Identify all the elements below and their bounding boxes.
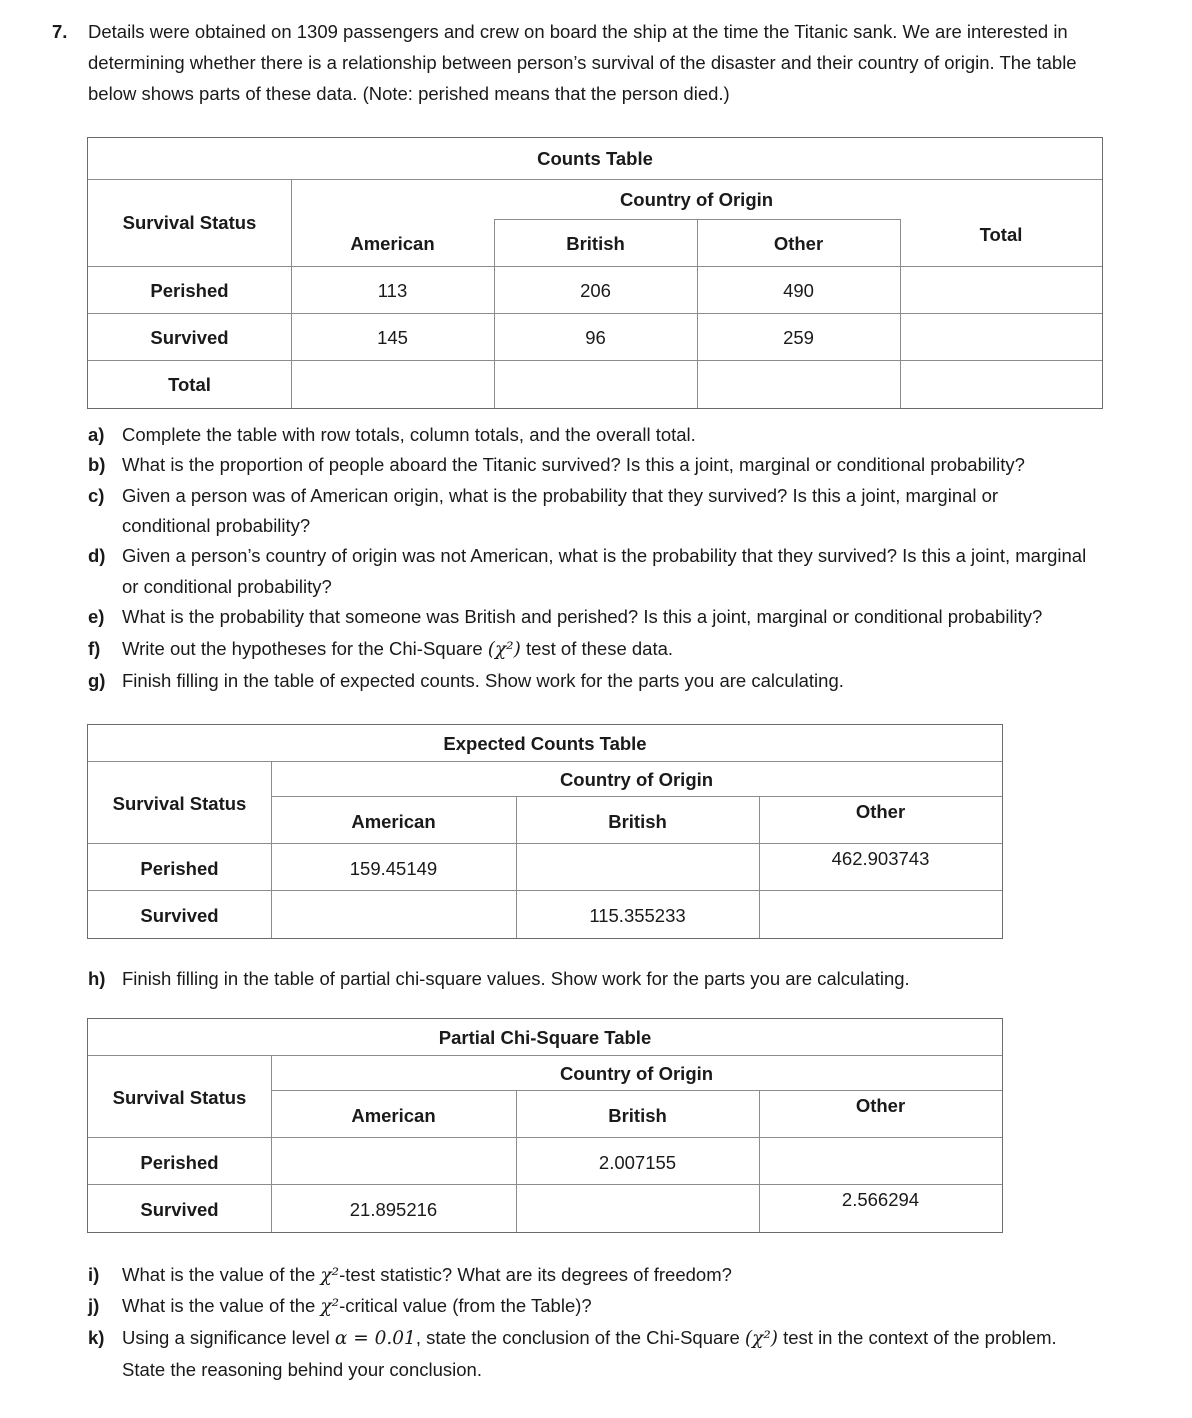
part-f-text: Write out the hypotheses for the Chi-Square (χ²) test of these data. [122,638,674,660]
expected-counts-table [87,724,1003,939]
partial-table-title: Partial Chi-Square Table [438,1027,652,1048]
counts-cell: 96 [585,327,606,348]
partial-col-british: British [608,1105,667,1126]
expected-cell: 462.903743 [831,848,930,869]
part-e-text: What is the probability that someone was British and perished? Is this a joint, marginal or conditional probability? [122,606,1043,627]
counts-col-british: British [566,233,625,254]
part-b-label: b) [88,454,106,475]
partial-col-other: Other [855,1095,906,1116]
partial-chi-square-table [87,1018,1003,1233]
part-d-text-1: Given a person’s country of origin was not American, what is the probability that they survived? Is this a joint, marginal [122,545,1087,566]
expected-col-other: Other [855,801,906,822]
counts-row-survived: Survived [150,327,229,348]
part-c-label: c) [88,485,105,506]
partial-row-perished: Perished [140,1152,219,1173]
counts-table [87,137,1103,409]
part-c-text-2: conditional probability? [122,515,311,536]
expected-col-british: British [608,811,667,832]
part-i-text: What is the value of the χ²-test statistic? What are its degrees of freedom? [122,1264,732,1286]
part-d-label: d) [88,545,106,566]
chi-square-symbol: (χ²) [744,1328,778,1349]
expected-cell: 159.45149 [349,858,438,879]
counts-row-header: Survival Status [122,212,257,233]
expected-table-title: Expected Counts Table [443,733,647,754]
counts-cell: 113 [377,280,408,301]
counts-table-title: Counts Table [537,148,653,169]
counts-group-header: Country of Origin [619,189,774,210]
partial-group-header: Country of Origin [559,1063,714,1084]
part-h-text: Finish filling in the table of partial chi-square values. Show work for the parts you are calculating. [122,968,910,989]
partial-cell: 21.895216 [349,1199,438,1220]
counts-cell: 490 [783,280,814,301]
partial-cell: 2.566294 [841,1189,920,1210]
expected-cell: 115.355233 [589,905,686,926]
part-k-label: k) [88,1327,105,1348]
part-j-text: What is the value of the χ²-critical value (from the Table)? [122,1295,592,1317]
counts-row-perished: Perished [150,280,229,301]
counts-cell: 145 [377,327,408,348]
chi-square-symbol: χ² [320,1296,340,1317]
counts-col-other: Other [773,233,824,254]
part-g-label: g) [88,670,106,691]
question-number: 7. [52,21,68,42]
part-i-label: i) [88,1264,100,1285]
counts-row-total: Total [168,374,211,395]
partial-cell: 2.007155 [598,1152,677,1173]
intro-line-2: determining whether there is a relationship between person’s survival of the disaster and their country of origin. The table [88,52,1077,73]
part-k-text-2: State the reasoning behind your conclusion. [122,1359,482,1380]
part-a-text: Complete the table with row totals, column totals, and the overall total. [122,424,696,445]
part-a-label: a) [88,424,105,445]
part-g-text: Finish filling in the table of expected counts. Show work for the parts you are calculating. [122,670,844,691]
part-c-text-1: Given a person was of American origin, what is the probability that they survived? Is this a joint, marginal or [122,485,999,506]
partial-row-header: Survival Status [112,1087,247,1108]
partial-row-survived: Survived [140,1199,219,1220]
part-b-text: What is the proportion of people aboard the Titanic survived? Is this a joint, marginal or conditional probability? [122,454,1025,475]
counts-cell: 259 [783,327,814,348]
part-j-label: j) [88,1295,100,1316]
part-h-label: h) [88,968,106,989]
part-d-text-2: or conditional probability? [122,576,332,597]
part-f-label: f) [88,638,101,659]
partial-col-american: American [351,1105,436,1126]
alpha-symbol: α = 0.01 [334,1328,416,1349]
expected-row-header: Survival Status [112,793,247,814]
part-k-text: Using a significance level α = 0.01, state the conclusion of the Chi-Square (χ²) test in the context of the problem. [122,1327,1057,1349]
part-e-label: e) [88,606,105,627]
counts-col-total: Total [979,224,1023,245]
chi-square-symbol: χ² [320,1265,340,1286]
expected-col-american: American [351,811,436,832]
counts-col-american: American [350,233,435,254]
chi-square-symbol: (χ²) [487,639,521,660]
intro-line-3: below shows parts of these data. (Note: perished means that the person died.) [88,83,730,104]
intro-line-1: Details were obtained on 1309 passengers and crew on board the ship at the time the Titanic sank. We are interested in [88,21,1068,42]
counts-cell: 206 [580,280,611,301]
expected-row-survived: Survived [140,905,219,926]
expected-group-header: Country of Origin [559,769,714,790]
expected-row-perished: Perished [140,858,219,879]
